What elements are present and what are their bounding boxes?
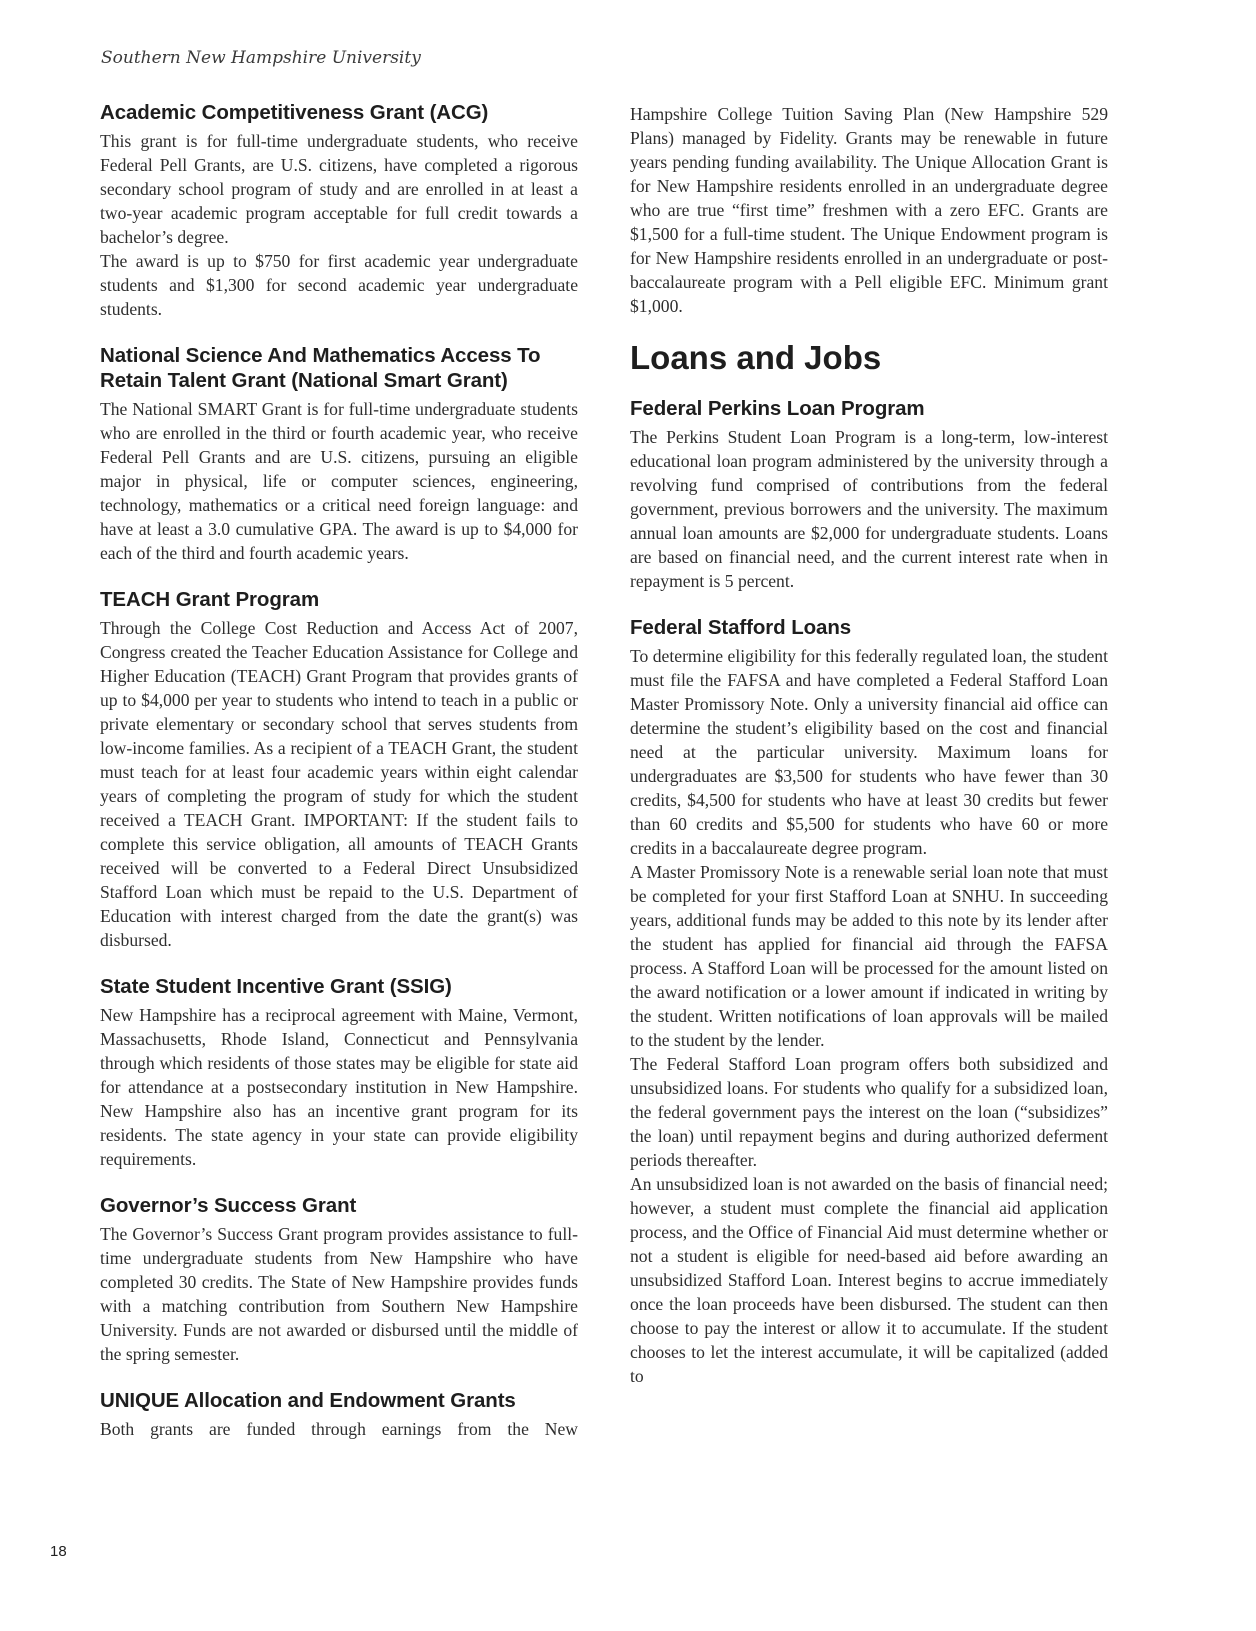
left-column xyxy=(100,100,578,1463)
chapter-title: Loans and Jobs xyxy=(630,339,882,376)
paragraph: New Hampshire has a reciprocal agreement with Maine, Vermont, Massachusetts, Rhode Island, Connecticut and Pennsylvania through which residents of those states may be eligible for state aid for attendance at a postsecondary institution in New Hampshire. New Hampshire also has an incentive grant program for its residents. The state agency in your state can provide eligibility requirements. xyxy=(100,1005,578,1169)
continued-paragraph: Hampshire College Tuition Saving Plan (New Hampshire 529 Plans) managed by Fidelity. Grants may be renewable in future years pending funding availability. The Unique Allocation Grant is for New Hampshire residents enrolled in an undergraduate degree who are true “first time” freshmen with a zero EFC. Grants are $1,500 for a full-time student. The Unique Endowment program is for New Hampshire residents enrolled in an undergraduate or post-baccalaureate program with a Pell eligible EFC. Minimum grant $1,000. xyxy=(630,104,1108,316)
section-heading: Academic Competitiveness Grant (ACG) xyxy=(100,101,489,124)
section-heading: Federal Stafford Loans xyxy=(630,616,852,639)
paragraph: The Federal Stafford Loan program offers both subsidized and unsubsidized loans. For students who qualify for a subsidized loan, the federal government pays the interest on the loan (“subsidizes” the loan) until repayment begins and during authorized deferment periods thereafter. xyxy=(630,1054,1108,1170)
section-heading: Federal Perkins Loan Program xyxy=(630,397,925,420)
paragraph: Both grants are funded through earnings from the New xyxy=(100,1419,578,1439)
paragraph: An unsubsidized loan is not awarded on the basis of financial need; however, a student must complete the financial aid application process, and the Office of Financial Aid must determine whether or not a student is eligible for need-based aid before awarding an unsubsidized Stafford Loan. Interest begins to accrue immediately once the loan proceeds have been disbursed. The student can then choose to pay the interest or allow it to accumulate. If the student chooses to let the interest accumulate, it will be capitalized (added to xyxy=(630,1174,1108,1386)
section-acg xyxy=(100,100,578,321)
paragraph: Through the College Cost Reduction and Access Act of 2007, Congress created the Teacher Education Assistance for College and Higher Education (TEACH) Grant Program that provides grants of up to $4,000 per year to students who intend to teach in a public or private elementary or secondary school that serves students from low-income families. As a recipient of a TEACH Grant, the student must teach for at least four academic years within eight calendar years of completing the program of study for which the student received a TEACH Grant. IMPORTANT: If the student fails to complete this service obligation, all amounts of TEACH Grants received will be converted to a Federal Direct Unsubsidized Stafford Loan which must be repaid to the U.S. Department of Education with interest charged from the date the grant(s) was disbursed. xyxy=(100,618,578,950)
section-heading: UNIQUE Allocation and Endowment Grants xyxy=(100,1389,516,1412)
paragraph: This grant is for full-time undergraduate students, who receive Federal Pell Grants, are U.S. citizens, have completed a rigorous secondary school program of study and are enrolled in at least a two-year academic program acceptable for full credit towards a bachelor’s degree. xyxy=(100,131,578,247)
paragraph: The National SMART Grant is for full-time undergraduate students who are enrolled in the third or fourth academic year, who receive Federal Pell Grants and are U.S. citizens, pursuing an eligible major in physical, life or computer sciences, engineering, technology, mathematics or a critical need foreign language: and have at least a 3.0 cumulative GPA. The award is up to $4,000 for each of the third and fourth academic years. xyxy=(100,399,578,563)
section-governors-grant xyxy=(100,1193,578,1366)
paragraph: The Governor’s Success Grant program provides assistance to full-time undergraduate students from New Hampshire who have completed 30 credits. The State of New Hampshire provides funds with a matching contribution from Southern New Hampshire University. Funds are not awarded or disbursed until the middle of the spring semester. xyxy=(100,1224,578,1364)
section-heading: TEACH Grant Program xyxy=(100,588,320,611)
paragraph: A Master Promissory Note is a renewable serial loan note that must be completed for your first Stafford Loan at SNHU. In succeeding years, additional funds may be added to this note by its lender after the student has applied for financial aid through the FAFSA process. A Stafford Loan will be processed for the amount listed on the award notification or a lower amount if indicated in writing by the student. Written notifications of loan approvals will be mailed to the student by the lender. xyxy=(630,862,1108,1050)
right-column xyxy=(630,102,1108,1410)
section-ssig xyxy=(100,974,578,1171)
section-stafford-loans xyxy=(630,615,1108,1388)
section-heading: National Science And Mathematics Access To Retain Talent Grant (National Smart Grant) xyxy=(100,344,541,392)
section-unique-grants xyxy=(100,1388,578,1441)
paragraph: The award is up to $750 for first academic year undergraduate students and $1,300 for second academic year undergraduate students. xyxy=(100,251,578,319)
section-perkins-loan xyxy=(630,396,1108,593)
paragraph: To determine eligibility for this federally regulated loan, the student must file the FAFSA and have completed a Federal Stafford Loan Master Promissory Note. Only a university financial aid office can determine the student’s eligibility based on the cost and financial need at the particular university. Maximum loans for undergraduates are $3,500 for students who have fewer than 30 credits, $4,500 for students who have at least 30 credits but fewer than 60 credits and $5,500 for students who have 60 or more credits in a baccalaureate degree program. xyxy=(630,646,1108,858)
page-number: 18 xyxy=(50,1543,67,1560)
section-smart-grant xyxy=(100,343,578,565)
running-head: Southern New Hampshire University xyxy=(101,48,421,68)
paragraph: The Perkins Student Loan Program is a long-term, low-interest educational loan program administered by the university through a revolving fund comprised of contributions from the federal government, previous borrowers and the university. The maximum annual loan amounts are $2,000 for undergraduate students. Loans are based on financial need, and the current interest rate when in repayment is 5 percent. xyxy=(630,427,1108,591)
section-heading: Governor’s Success Grant xyxy=(100,1194,357,1217)
section-teach-grant xyxy=(100,587,578,952)
section-heading: State Student Incentive Grant (SSIG) xyxy=(100,975,452,998)
